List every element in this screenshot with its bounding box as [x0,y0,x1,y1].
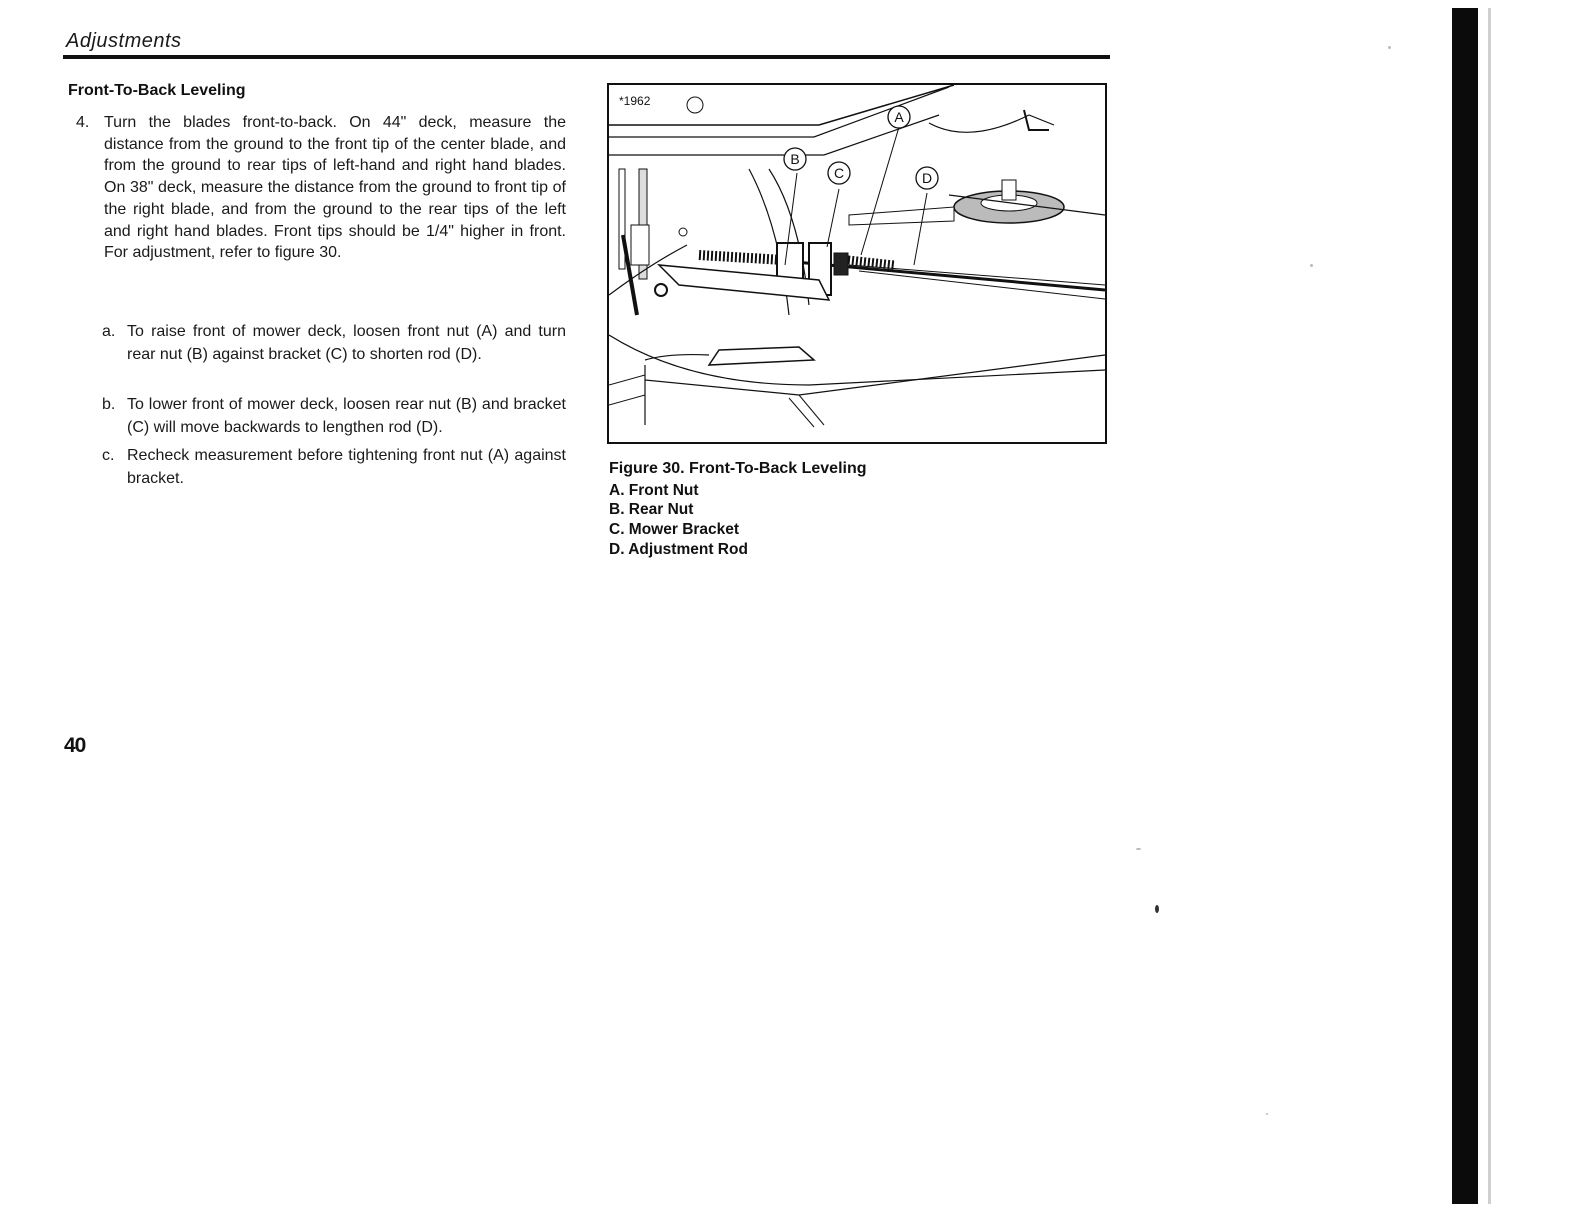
figure-photo [607,83,1107,444]
page-number: 40 [64,734,86,757]
substep-text: To lower front of mower deck, loosen rear nut (B) and bracket (C) will move backwards to lengthen rod (D). [127,396,566,436]
figure-image-code: *1962 [619,94,651,108]
substep-letter: b. [102,396,116,413]
header-rule [63,55,1110,59]
scan-speckle [1136,848,1141,850]
scan-speckle [1388,46,1391,49]
substep-text: To raise front of mower deck, loosen front nut (A) and turn rear nut (B) against bracket (C) to shorten rod (D). [127,323,566,363]
scan-speckle [1266,1113,1268,1115]
scan-edge [1452,8,1478,1204]
step-text: Turn the blades front-to-back. On 44" deck, measure the distance from the ground to the front tip of the center blade, and from the ground to rear tips of left-hand and right hand blades. On 38" deck, measure the distance from the ground to front tip of the right blade, and from the ground to the rear tips of the left and right hand blades. Front tips should be 1/4" higher in front. For adjustment, refer to figure 30. [104,114,566,262]
figure-caption-title: Figure 30. Front-To-Back Leveling [609,460,867,477]
figure-legend-item: C. Mower Bracket [609,521,740,539]
procedure-title: Front-To-Back Leveling [68,82,246,99]
figure-legend-item: B. Rear Nut [609,501,694,519]
callout-a: A [894,109,904,125]
substep-letter: a. [102,323,116,340]
figure-legend-item: A. Front Nut [609,481,699,499]
substep-c [102,444,566,490]
scan-speckle [1310,264,1313,267]
step-number: 4. [76,114,90,131]
callout-c: C [833,165,845,181]
scan-speckle [1155,905,1159,913]
callout-d: D [921,170,933,186]
callout-b: B [790,151,800,167]
figure-caption [609,459,867,560]
section-header: Adjustments [66,30,182,52]
procedure-step [76,112,566,264]
substep-a [102,320,566,366]
scan-edge-light [1488,8,1491,1204]
substep-b [102,393,566,439]
figure-legend-item: D. Adjustment Rod [609,540,748,558]
substep-text: Recheck measurement before tightening front nut (A) against bracket. [127,447,566,487]
substep-letter: c. [102,447,115,464]
